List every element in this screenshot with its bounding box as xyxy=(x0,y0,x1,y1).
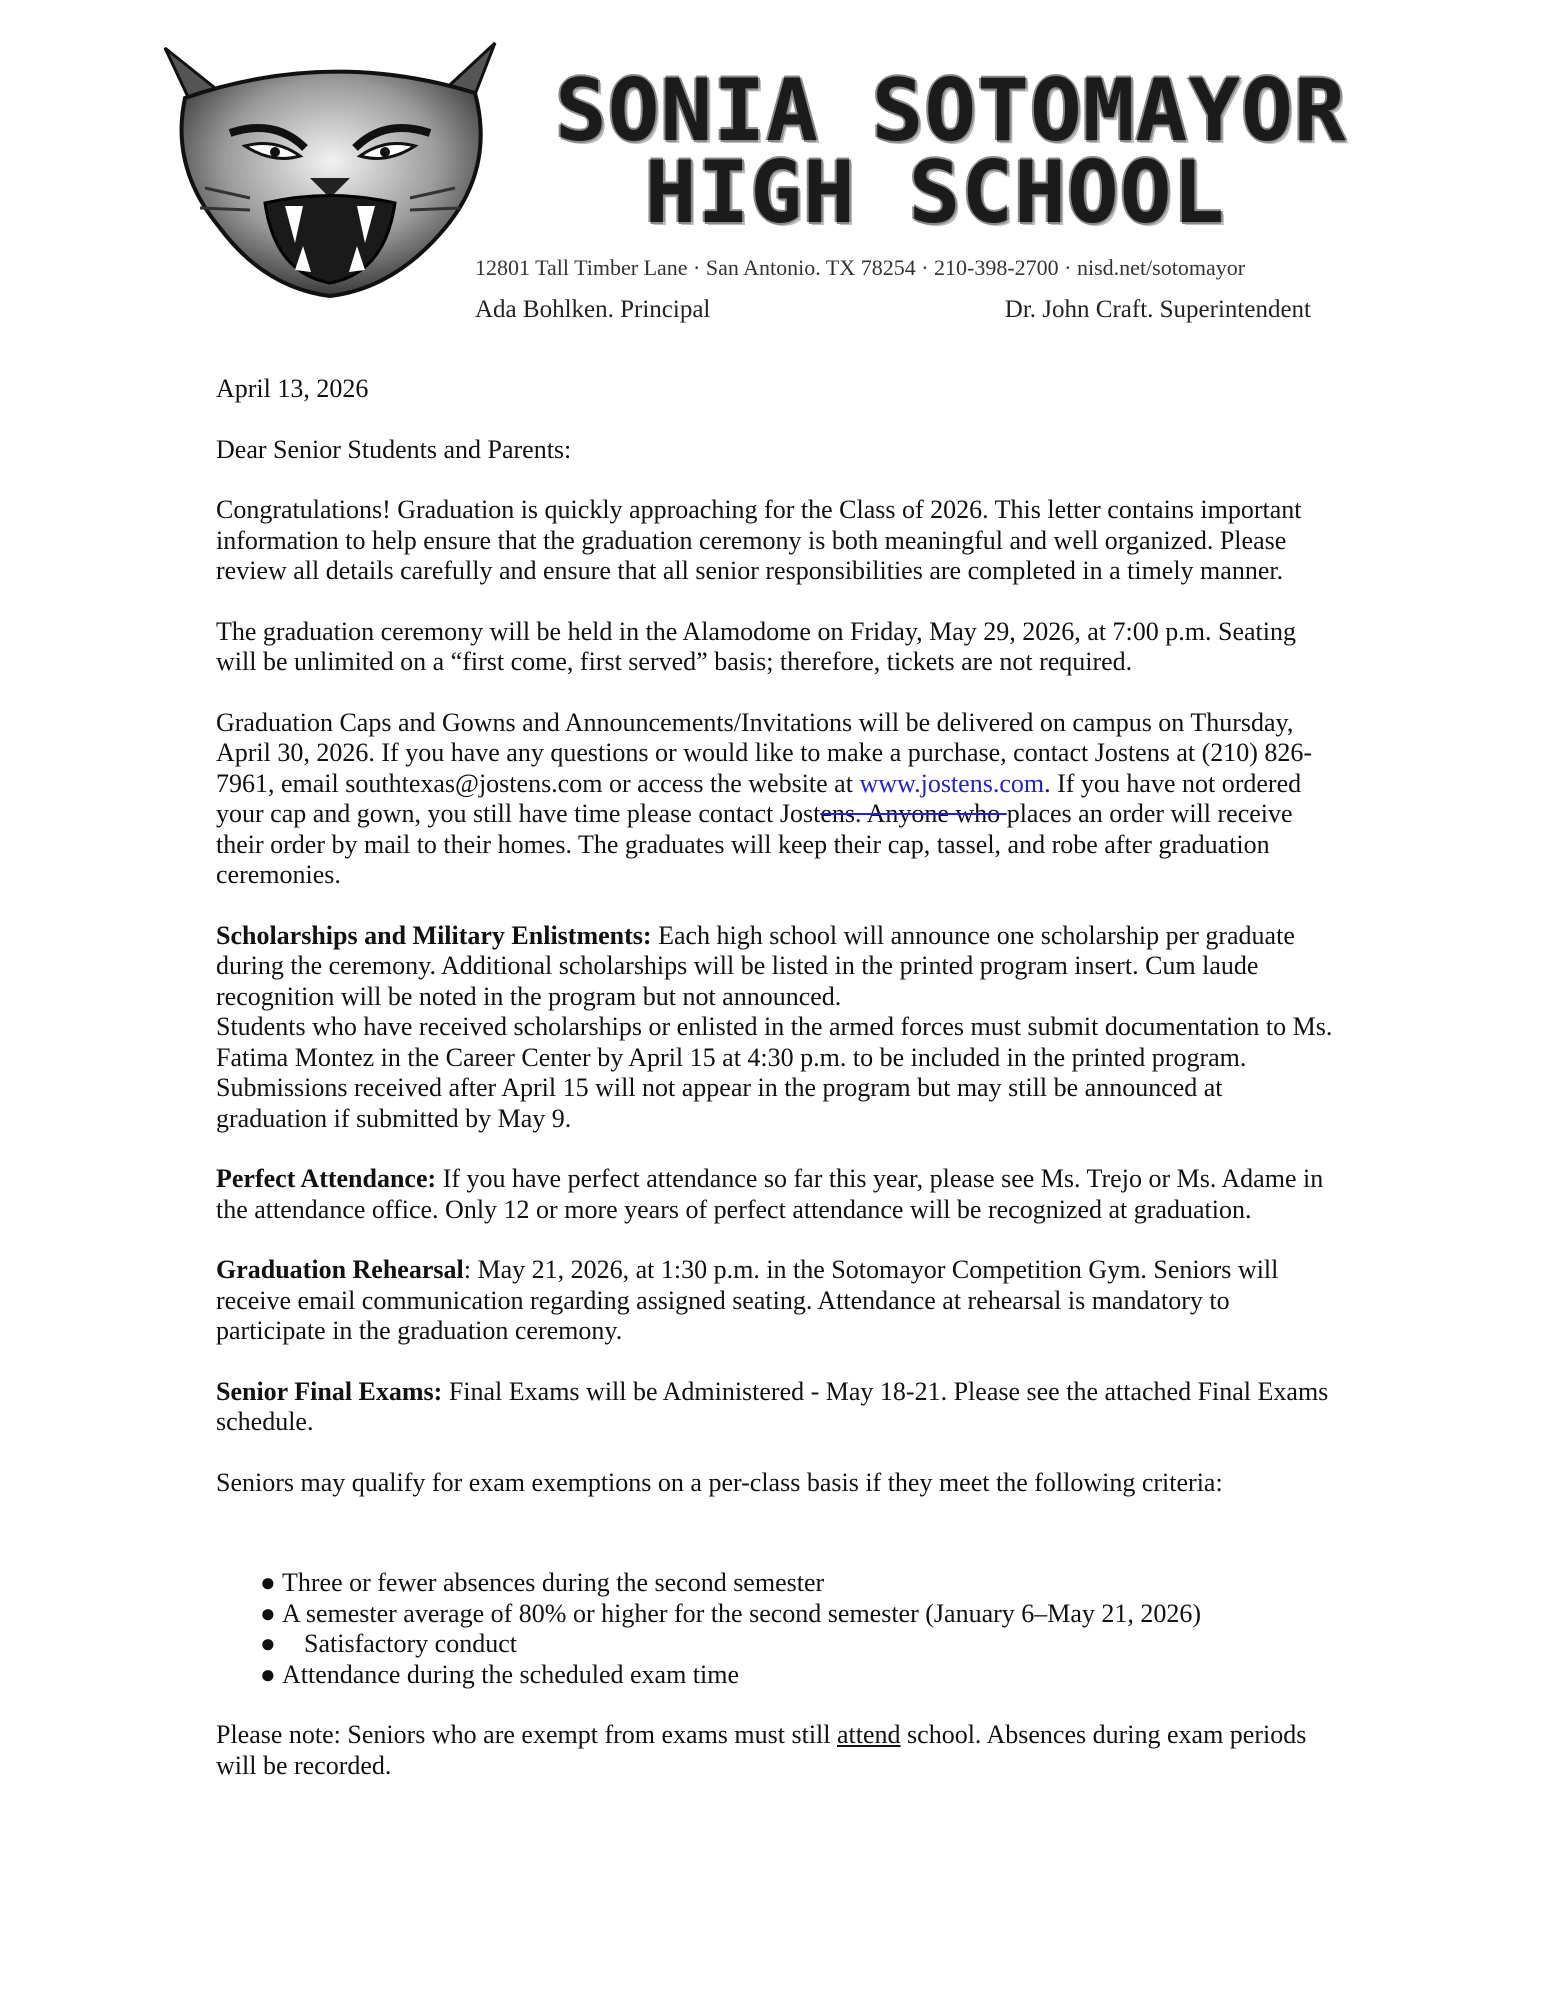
bullet-icon: ● xyxy=(260,1629,276,1658)
ceremony-paragraph: The graduation ceremony will be held in the Alamodome on Friday, May 29, 2026, at 7:00 p.m. Seating will be unlimited on a “first come, first served” basis; therefore, tickets are not required. xyxy=(216,616,1296,676)
scholarships-text-2: Students who have received scholarships or enlisted in the armed forces must submit documentation to Ms. Fatima Montez in the Career Center by April 15 at 4:30 p.m. to be included in the printed program. Submissions received after April 15 will not appear in the program but may still be announced at graduation if submitted by May 9. xyxy=(216,1012,1333,1133)
list-item xyxy=(260,1599,1336,1630)
letter-body xyxy=(216,374,1336,1811)
principal-name: Ada Bohlken. Principal xyxy=(475,296,711,323)
school-name xyxy=(555,61,1347,243)
caps-gowns-paragraph xyxy=(216,708,1336,891)
bullet-icon: ● xyxy=(260,1659,276,1689)
intro-paragraph: Congratulations! Graduation is quickly approaching for the Class of 2026. This letter contains important information to help ensure that the graduation ceremony is both meaningful and well organized. Please review all details carefully and ensure that all senior responsibilities are completed in a timely manner. xyxy=(216,495,1302,585)
school-name-line1: SONIA SOTOMAYOR xyxy=(555,61,1347,161)
bullet-icon: ● xyxy=(260,1568,276,1597)
list-item xyxy=(260,1568,1336,1599)
note-underlined: attend xyxy=(837,1720,901,1749)
exams-heading: Senior Final Exams: xyxy=(216,1376,443,1406)
criteria-text: Satisfactory conduct xyxy=(304,1629,517,1658)
caps-text-1: Graduation Caps and Gowns and Announcements/Invitations will be delivered on campus on Thursday, April 30, 2026. If you have any questions or would like to make a purchase, contact Jostens at (210) 826-7961, email southtexas@jostens.com or access the website at xyxy=(216,707,1313,798)
jostens-link[interactable]: www.jostens.com xyxy=(859,768,1045,798)
exemptions-intro: Seniors may qualify for exam exemptions on a per-class basis if they meet the following criteria: xyxy=(216,1467,1223,1497)
rehearsal-paragraph xyxy=(216,1255,1336,1347)
list-item xyxy=(260,1660,1336,1691)
scholarships-text-1: Each high school will announce one scholarship per graduate during the ceremony. Additional scholarships will be listed in the printed program insert. Cum laude recognition will be noted in the program but not announced. xyxy=(216,920,1295,1011)
note-text-1: Please note: Seniors who are exempt from exams must still xyxy=(216,1720,837,1749)
bullet-icon: ● xyxy=(260,1598,276,1628)
criteria-text: Attendance during the scheduled exam time xyxy=(282,1659,740,1689)
attendance-paragraph xyxy=(216,1164,1336,1225)
scholarships-paragraph xyxy=(216,921,1336,1135)
struck-text: ens. Anyone who xyxy=(820,799,1007,828)
rehearsal-heading: Graduation Rehearsal xyxy=(216,1255,464,1284)
criteria-text: Three or fewer absences during the second semester xyxy=(282,1568,825,1597)
note-paragraph xyxy=(216,1720,1336,1781)
note-text-2: school. Absences during exam periods will be recorded. xyxy=(216,1720,1307,1780)
scholarships-heading: Scholarships and Military Enlistments: xyxy=(216,920,652,950)
caps-text-3: places an order will receive their order by mail to their homes. The graduates will keep their cap, tassel, and robe after graduation ceremonies. xyxy=(216,799,1293,889)
criteria-list xyxy=(216,1568,1336,1690)
wildcat-mascot-icon xyxy=(145,38,515,300)
letter-date: April 13, 2026 xyxy=(216,374,369,403)
rehearsal-text: : May 21, 2026, at 1:30 p.m. in the Sotomayor Competition Gym. Seniors will receive email communication regarding assigned seating. Attendance at rehearsal is mandatory to participate in the graduation ceremony. xyxy=(216,1255,1279,1345)
letter-salutation: Dear Senior Students and Parents: xyxy=(216,434,572,464)
attendance-heading: Perfect Attendance: xyxy=(216,1164,437,1193)
attendance-text: If you have perfect attendance so far this year, please see Ms. Trejo or Ms. Adame in the attendance office. Only 12 or more years of perfect attendance will be recognized at graduation. xyxy=(216,1164,1324,1224)
exams-paragraph xyxy=(216,1377,1336,1438)
superintendent-name: Dr. John Craft. Superintendent xyxy=(1004,296,1311,323)
school-address: 12801 Tall Timber Lane · San Antonio. TX 78254 · 210-398-2700 · nisd.net/sotomayor xyxy=(475,255,1246,280)
school-name-line2: HIGH SCHOOL xyxy=(644,143,1226,243)
caps-text-2: . If you have not ordered your cap and gown, you still have time please contact Jost xyxy=(216,768,1302,828)
exams-text: Final Exams will be Administered - May 18-21. Please see the attached Final Exams schedule. xyxy=(216,1376,1329,1436)
list-item xyxy=(260,1629,1336,1660)
criteria-text: A semester average of 80% or higher for the second semester (January 6–May 21, 2026) xyxy=(282,1598,1202,1628)
